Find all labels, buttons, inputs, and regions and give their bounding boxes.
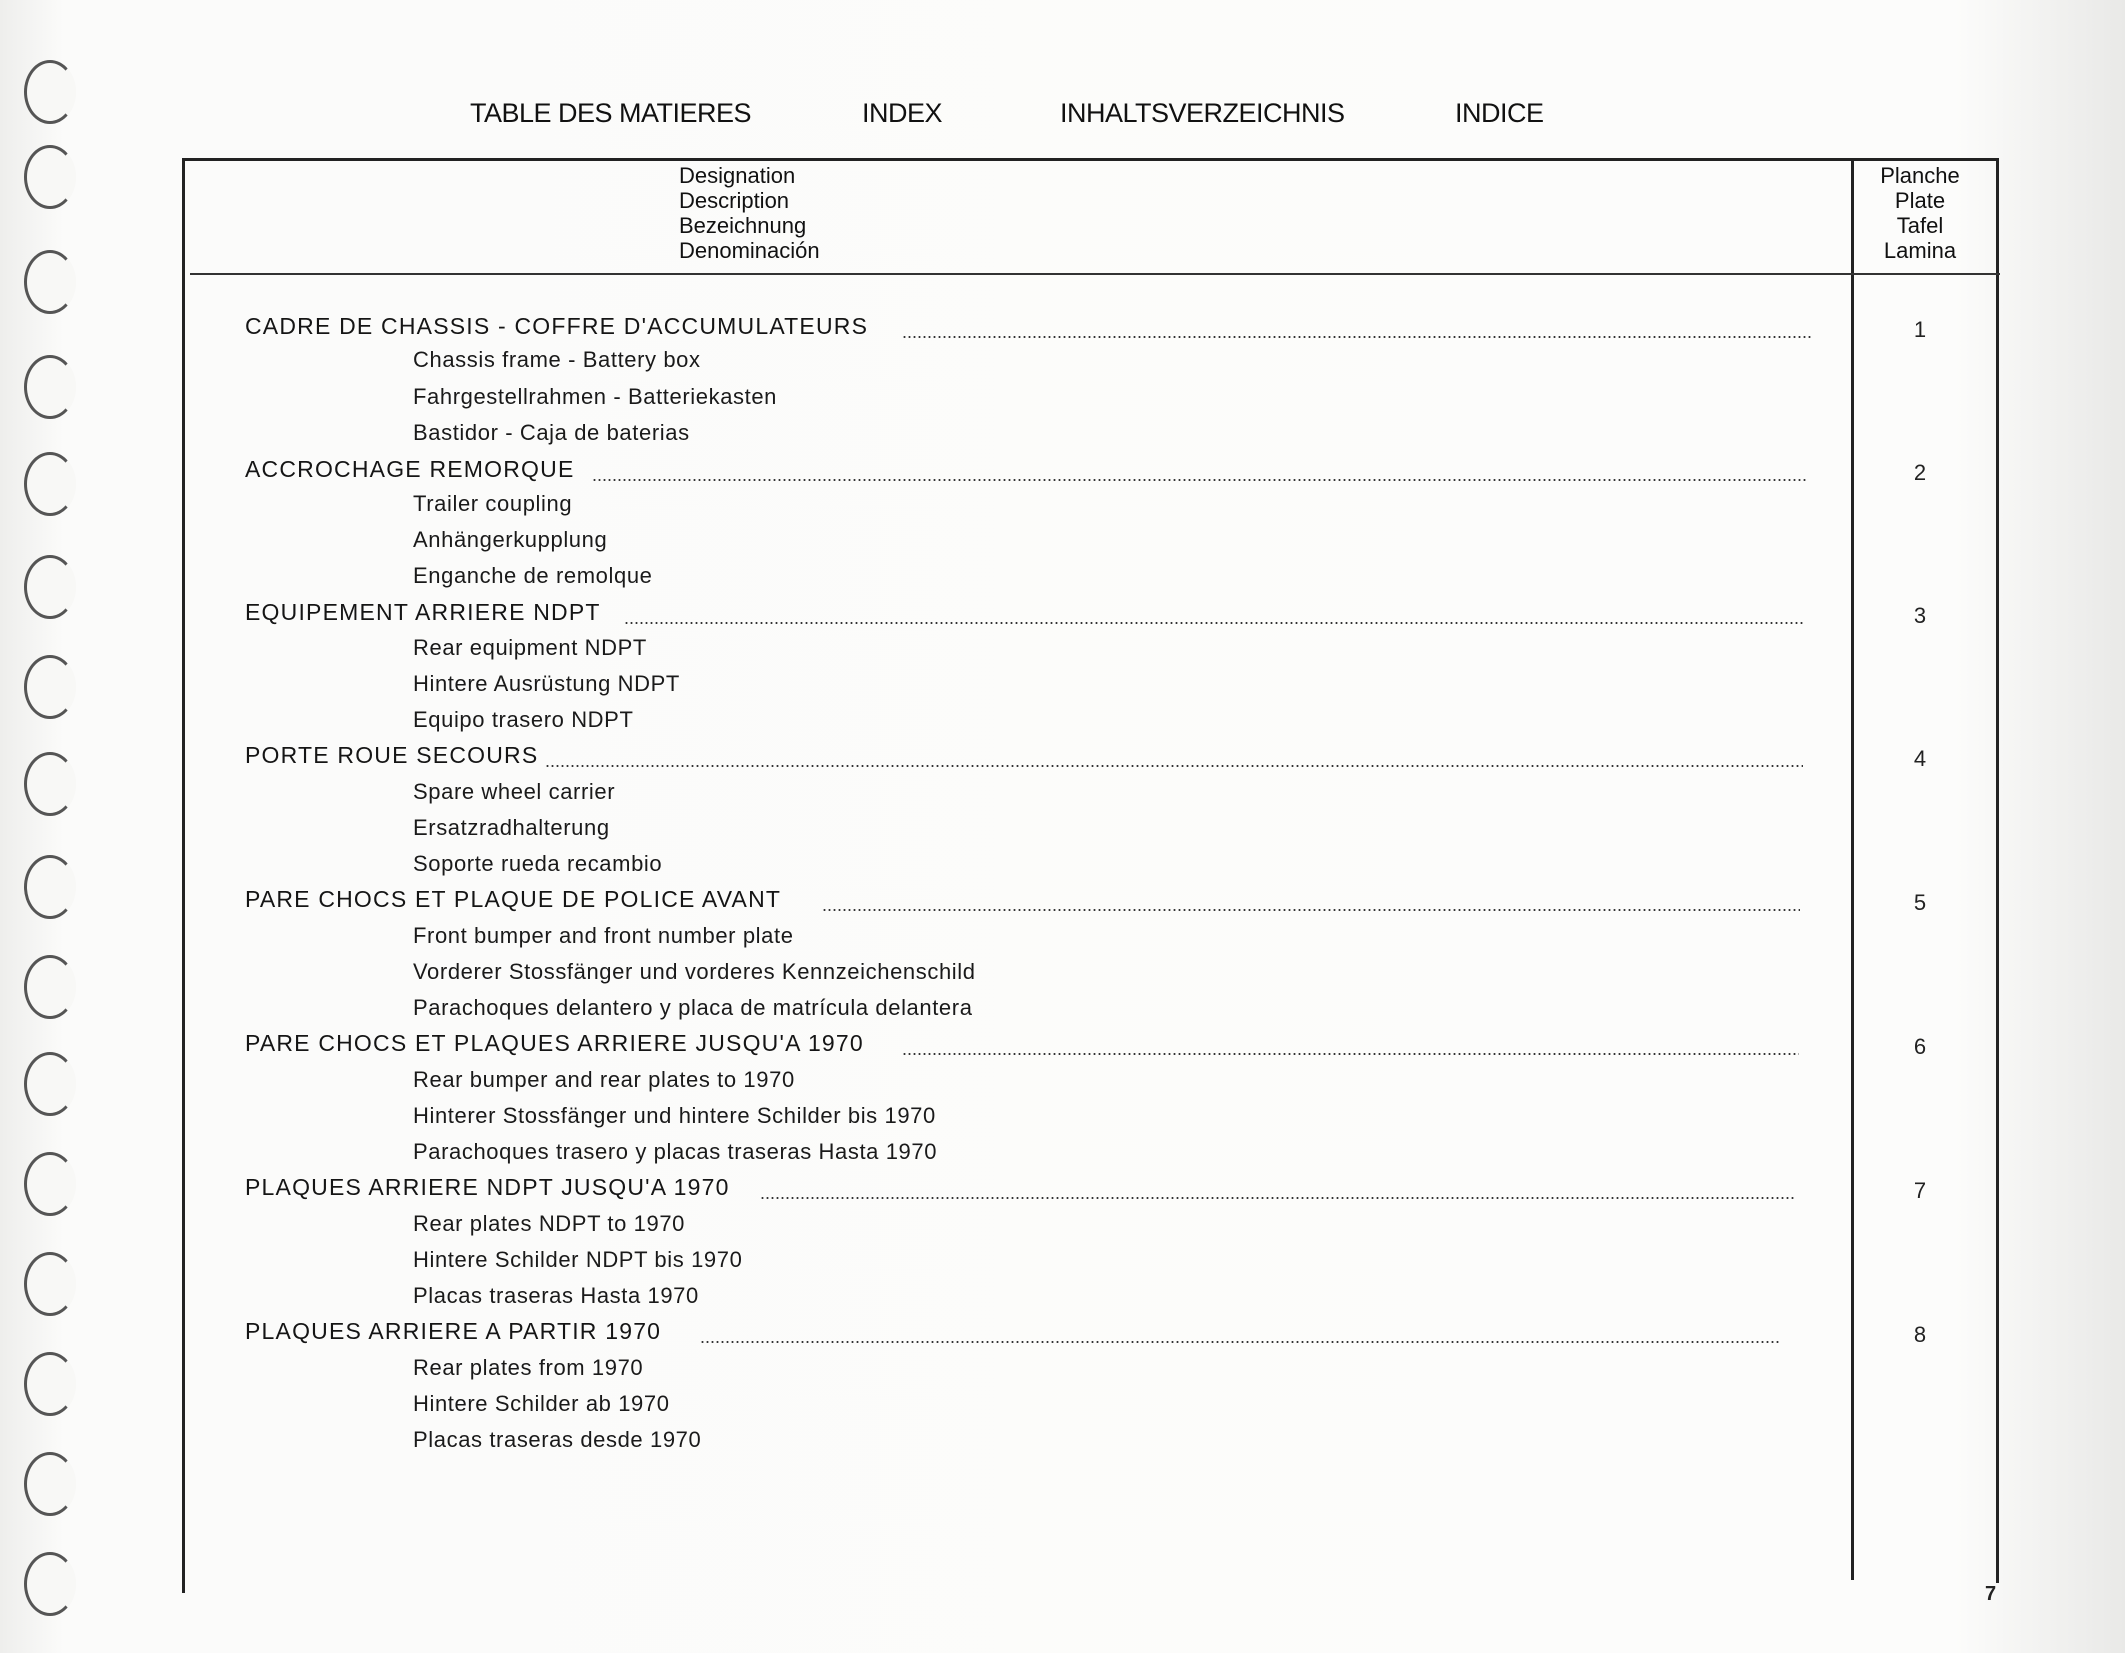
leader-dots <box>902 336 1812 338</box>
entry-subtitle-es: Placas traseras desde 1970 <box>413 1427 702 1452</box>
page-header <box>0 98 2125 138</box>
column-header-label: Plate <box>1894 188 1946 213</box>
column-header-label: Bezeichnung <box>679 213 807 238</box>
entry-subtitle-es: Parachoques delantero y placa de matrícula delantera <box>413 995 973 1020</box>
entry-subtitle-en: Chassis frame - Battery box <box>413 347 701 372</box>
binder-hole <box>24 1052 76 1116</box>
entry-title: PARE CHOCS ET PLAQUE DE POLICE AVANT <box>245 886 782 912</box>
entry-title: ACCROCHAGE REMORQUE <box>245 456 575 482</box>
plate-number: 2 <box>1913 460 1927 485</box>
header-title-en: INDEX <box>862 98 943 128</box>
entry-subtitle-de: Hintere Schilder ab 1970 <box>413 1391 670 1416</box>
entry-title: PLAQUES ARRIERE A PARTIR 1970 <box>245 1318 662 1344</box>
column-header-label: Planche <box>1880 163 1960 188</box>
leader-dots <box>760 1197 1795 1199</box>
entry-subtitle-de: Fahrgestellrahmen - Batteriekasten <box>413 384 778 409</box>
entry-title: EQUIPEMENT ARRIERE NDPT <box>245 599 601 625</box>
plate-number: 7 <box>1913 1178 1927 1203</box>
column-header-label: Designation <box>679 163 796 188</box>
entry-subtitle-en: Rear plates from 1970 <box>413 1355 644 1380</box>
entry-title: PARE CHOCS ET PLAQUES ARRIERE JUSQU'A 1970 <box>245 1030 864 1056</box>
binder-hole <box>24 955 76 1019</box>
leader-dots <box>822 909 1800 911</box>
binder-hole <box>24 1552 76 1616</box>
entry-subtitle-es: Parachoques trasero y placas traseras Hasta 1970 <box>413 1139 938 1164</box>
table-border-top <box>182 158 1999 161</box>
entry-title: PORTE ROUE SECOURS <box>245 742 539 768</box>
binder-hole <box>24 1452 76 1516</box>
header-title-fr: TABLE DES MATIERES <box>470 98 752 128</box>
entry-subtitle-es: Enganche de remolque <box>413 563 653 588</box>
entry-subtitle-en: Front bumper and front number plate <box>413 923 794 948</box>
column-separator <box>1851 158 1854 1580</box>
leader-dots <box>700 1341 1780 1343</box>
table-border-right <box>1996 158 1999 1583</box>
entry-subtitle-en: Trailer coupling <box>413 491 573 516</box>
plate-number: 5 <box>1913 890 1927 915</box>
plate-number: 8 <box>1913 1322 1927 1347</box>
plate-number: 6 <box>1913 1034 1927 1059</box>
binder-hole <box>24 145 76 209</box>
column-header-label: Description <box>679 188 790 213</box>
entry-title: PLAQUES ARRIERE NDPT JUSQU'A 1970 <box>245 1174 730 1200</box>
plate-number: 4 <box>1913 746 1927 771</box>
plate-number: 1 <box>1913 317 1927 342</box>
entry-subtitle-es: Placas traseras Hasta 1970 <box>413 1283 699 1308</box>
binder-hole <box>24 1352 76 1416</box>
binder-hole <box>24 1252 76 1316</box>
entry-subtitle-es: Equipo trasero NDPT <box>413 707 634 732</box>
entry-subtitle-de: Hintere Ausrüstung NDPT <box>413 671 680 696</box>
header-title-de: INHALTSVERZEICHNIS <box>1060 98 1345 128</box>
binder-hole <box>24 855 76 919</box>
plate-column-header <box>1860 163 1980 263</box>
column-header-label: Denominación <box>679 238 820 263</box>
binder-hole <box>24 250 76 314</box>
entry-subtitle-en: Rear equipment NDPT <box>413 635 647 660</box>
entry-subtitle-de: Ersatzradhalterung <box>413 815 610 840</box>
table-border-left <box>182 158 185 1593</box>
binder-hole <box>24 555 76 619</box>
entry-subtitle-de: Hinterer Stossfänger und hintere Schilder bis 1970 <box>413 1103 936 1128</box>
column-header-label: Tafel <box>1896 213 1944 238</box>
entry-subtitle-de: Vorderer Stossfänger und vorderes Kennzeichenschild <box>413 959 976 984</box>
leader-dots <box>592 479 1807 481</box>
page-number: 7 <box>1985 1583 1997 1605</box>
column-header-label: Lamina <box>1883 238 1957 263</box>
entry-subtitle-en: Rear bumper and rear plates to 1970 <box>413 1067 795 1092</box>
leader-dots <box>624 622 1804 624</box>
header-rule <box>190 273 2000 275</box>
header-title-es: INDICE <box>1455 98 1544 128</box>
leader-dots <box>902 1053 1799 1055</box>
entry-subtitle-es: Bastidor - Caja de baterias <box>413 420 690 445</box>
entry-subtitle-en: Spare wheel carrier <box>413 779 616 804</box>
binder-hole <box>24 752 76 816</box>
entry-subtitle-en: Rear plates NDPT to 1970 <box>413 1211 686 1236</box>
entry-subtitle-de: Hintere Schilder NDPT bis 1970 <box>413 1247 743 1272</box>
entry-subtitle-es: Soporte rueda recambio <box>413 851 663 876</box>
binder-hole <box>24 655 76 719</box>
entry-title: CADRE DE CHASSIS - COFFRE D'ACCUMULATEURS <box>245 313 869 339</box>
plate-number: 3 <box>1913 603 1927 628</box>
binder-hole <box>24 355 76 419</box>
designation-column-header <box>679 163 820 263</box>
entry-subtitle-de: Anhängerkupplung <box>413 527 608 552</box>
binder-hole <box>24 1152 76 1216</box>
binder-hole <box>24 452 76 516</box>
leader-dots <box>545 765 1803 767</box>
